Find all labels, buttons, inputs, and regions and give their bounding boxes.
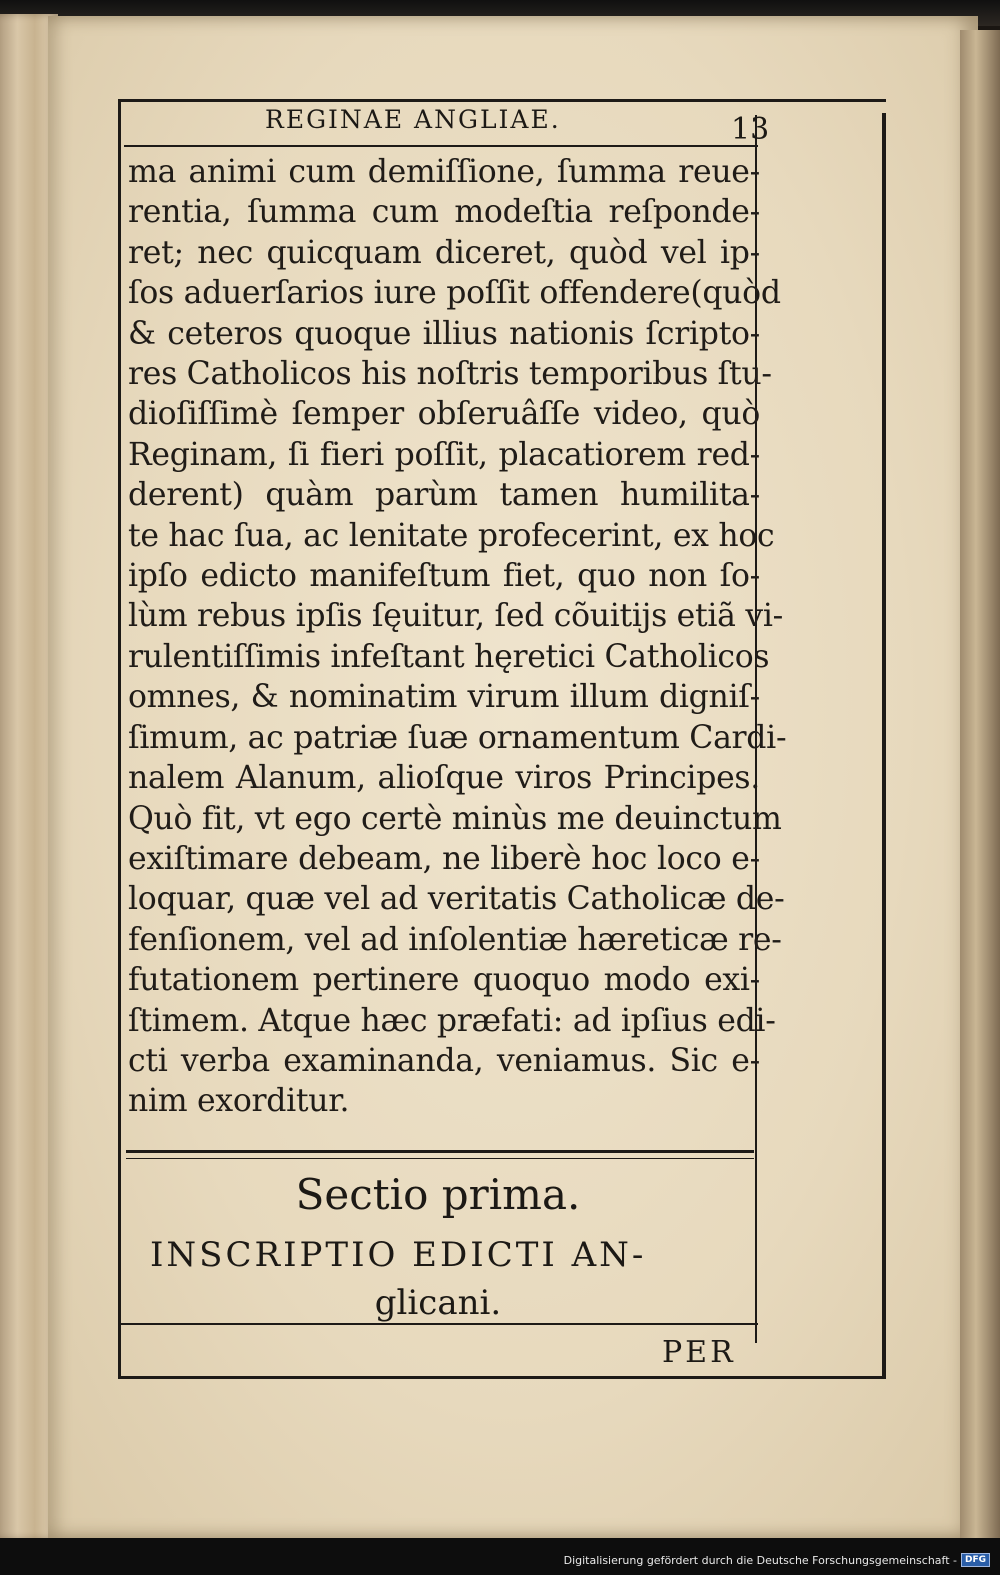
- frame-bottom-rule: [118, 1376, 886, 1379]
- section-separator-thin: [126, 1158, 754, 1159]
- text-line: res Catholicos his noſtris temporibus ſtu-: [128, 356, 772, 393]
- text-line: ſimum, ac patriæ ſuæ ornamentum Cardi-: [128, 719, 787, 756]
- catchword: PER: [662, 1335, 736, 1370]
- text-line: rentia, ſumma cum modeſtia reſponde-: [128, 194, 760, 231]
- body-text: [128, 152, 787, 1122]
- text-line: derent) quàm parùm tamen humilita-: [128, 477, 760, 514]
- text-line: lùm rebus ipſis ſęuitur, ſed cõuitijs etiã vi-: [128, 598, 783, 635]
- footer-bar: [0, 1538, 1000, 1575]
- header-rule: [124, 145, 758, 147]
- text-line: ſos aduerſarios iure poſſit offendere(quòd: [128, 275, 781, 312]
- frame-right-rule: [882, 113, 886, 1379]
- page-stack-edge: [960, 30, 1000, 1540]
- text-line: fenſionem, vel ad inſolentiæ hæreticæ re-: [128, 921, 782, 958]
- section-subtitle: INSCRIPTIO EDICTI AN-: [150, 1235, 647, 1275]
- text-line: te hac ſua, ac lenitate profecerint, ex hoc: [128, 517, 775, 554]
- text-line: & ceteros quoque illius nationis ſcripto-: [128, 315, 760, 352]
- text-line: exiſtimare debeam, ne liberè hoc loco e-: [128, 840, 760, 877]
- digitization-credit: [564, 1553, 990, 1567]
- section-bottom-rule: [118, 1323, 758, 1325]
- text-line: ſtimem. Atque hæc præfati: ad ipſius edi-: [128, 1002, 776, 1039]
- section-separator-thick: [126, 1150, 754, 1153]
- text-line: loquar, quæ vel ad veritatis Catholicæ de-: [128, 881, 785, 918]
- text-line: nim exorditur.: [128, 1083, 350, 1120]
- text-line: cti verba examinanda, veniamus. Sic e-: [128, 1042, 760, 1079]
- dfg-logo: DFG: [961, 1553, 990, 1567]
- section-title: Sectio prima.: [295, 1170, 581, 1219]
- text-line: omnes, & nominatim virum illum digniſ-: [128, 679, 760, 716]
- text-line: rulentiſſimis infeſtant hęretici Catholicos: [128, 638, 770, 675]
- running-head: REGINAE ANGLIAE.: [265, 105, 561, 134]
- text-line: ma animi cum demiſſione, ſumma reue-: [128, 154, 760, 190]
- text-line: ret; nec quicquam diceret, quòd vel ip-: [128, 234, 760, 271]
- text-line: Quò fit, vt ego certè minùs me deuinctum: [128, 800, 782, 837]
- text-line: futationem pertinere quoquo modo exi-: [128, 962, 760, 999]
- section-subtitle-continuation: glicani.: [374, 1283, 502, 1323]
- frame-top-rule: [118, 99, 886, 102]
- text-line: ipſo edicto manifeſtum fiet, quo non ſo-: [128, 558, 760, 595]
- text-line: Reginam, ſi fieri poſſit, placatiorem red-: [128, 436, 760, 473]
- text-line: dioſiſſimè ſemper obſeruâſſe video, quò: [128, 396, 760, 433]
- page-number: 13: [731, 112, 770, 147]
- credit-text: Digitalisierung gefördert durch die Deutsche Forschungsgemeinschaft -: [563, 1553, 957, 1567]
- text-line: nalem Alanum, alioſque viros Principes.: [128, 760, 760, 797]
